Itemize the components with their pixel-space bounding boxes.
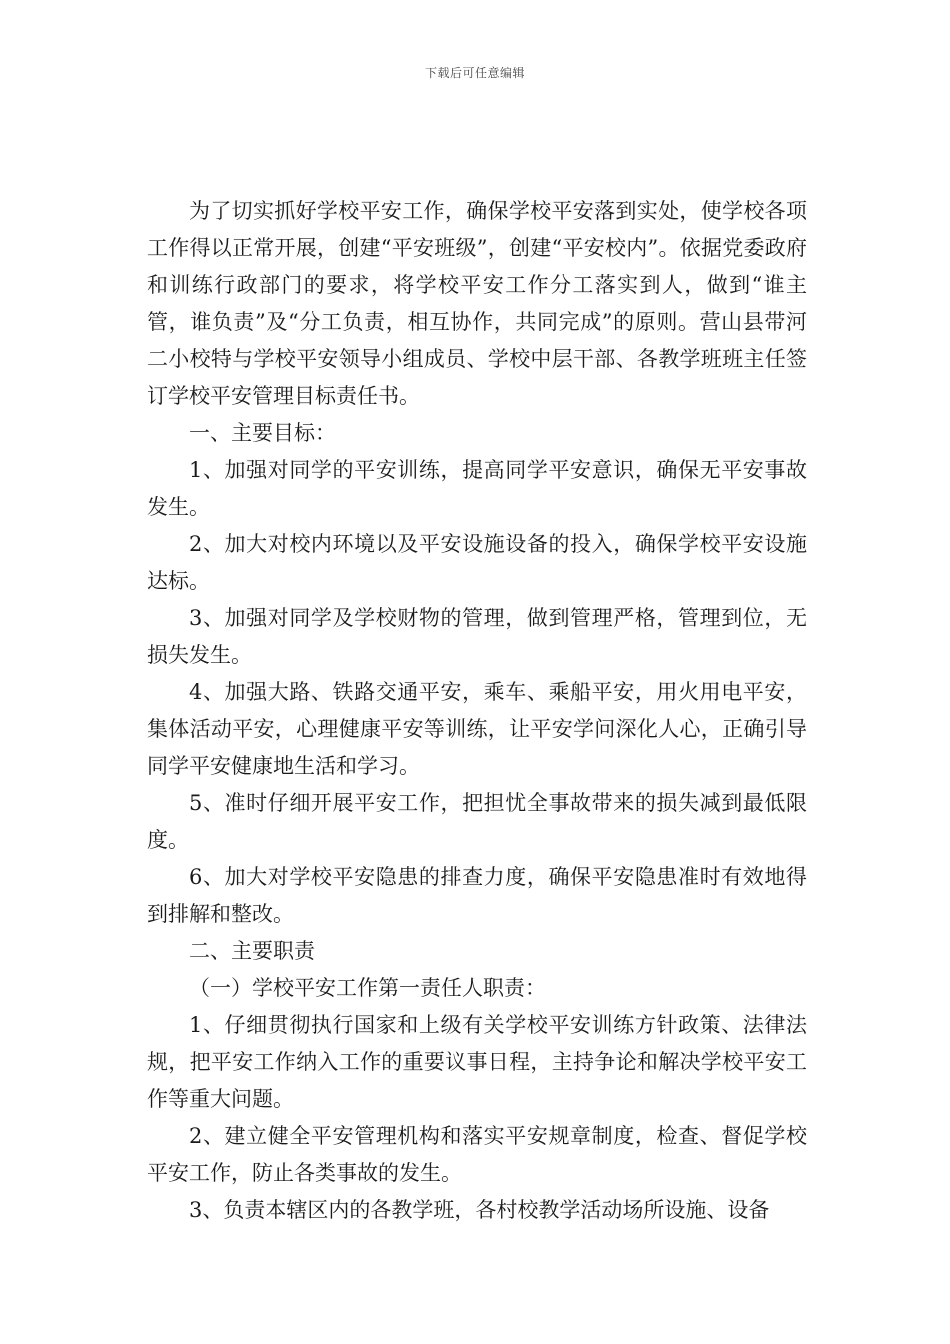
section-heading-main-goals: 一、主要目标： [189,421,336,445]
goal-item-3: 3、加强对同学及学校财物的管理，做到管理严格，管理到位，无损失发生。 [147,606,807,667]
goal-item-5: 5、准时仔细开展平安工作，把担忧全事故带来的损失减到最低限度。 [147,791,807,852]
duty-item-2: 2、建立健全平安管理机构和落实平安规章制度，检查、督促学校平安工作，防止各类事故的发生。 [147,1124,807,1185]
goal-item-4: 4、加强大路、铁路交通平安，乘车、乘船平安，用火用电平安，集体活动平安，心理健康平安等训练，让平安学问深化人心，正确引导同学平安健康地生活和学习。 [147,680,807,778]
subsection-heading-first-responsible: （一）学校平安工作第一责任人职责： [189,976,546,1000]
section-heading-main-duties: 二、主要职责 [189,939,315,963]
goal-item-6: 6、加大对学校平安隐患的排查力度，确保平安隐患准时有效地得到排解和整改。 [147,865,807,926]
goal-item-2: 2、加大对校内环境以及平安设施设备的投入，确保学校平安设施达标。 [147,532,807,593]
duty-item-1: 1、仔细贯彻执行国家和上级有关学校平安训练方针政策、法律法规，把平安工作纳入工作的重要议事日程，主持争论和解决学校平安工作等重大问题。 [147,1013,807,1111]
intro-paragraph: 为了切实抓好学校平安工作，确保学校平安落到实处，使学校各项工作得以正常开展，创建“平安班级”，创建“平安校内”。依据党委政府和训练行政部门的要求，将学校平安工作分工落实到人，做到“谁主管，谁负责”及“分工负责，相互协作，共同完成”的原则。营山县带河二小校特与学校平安领导小组成员、学校中层干部、各教学班班主任签订学校平安管理目标责任书。 [147,199,807,408]
goal-item-1: 1、加强对同学的平安训练，提高同学平安意识，确保无平安事故发生。 [147,458,807,519]
duty-item-3: 3、负责本辖区内的各教学班，各村校教学活动场所设施、设备 [189,1198,770,1222]
page-header: 下载后可任意编辑 [424,66,525,80]
document-body [147,193,807,1229]
